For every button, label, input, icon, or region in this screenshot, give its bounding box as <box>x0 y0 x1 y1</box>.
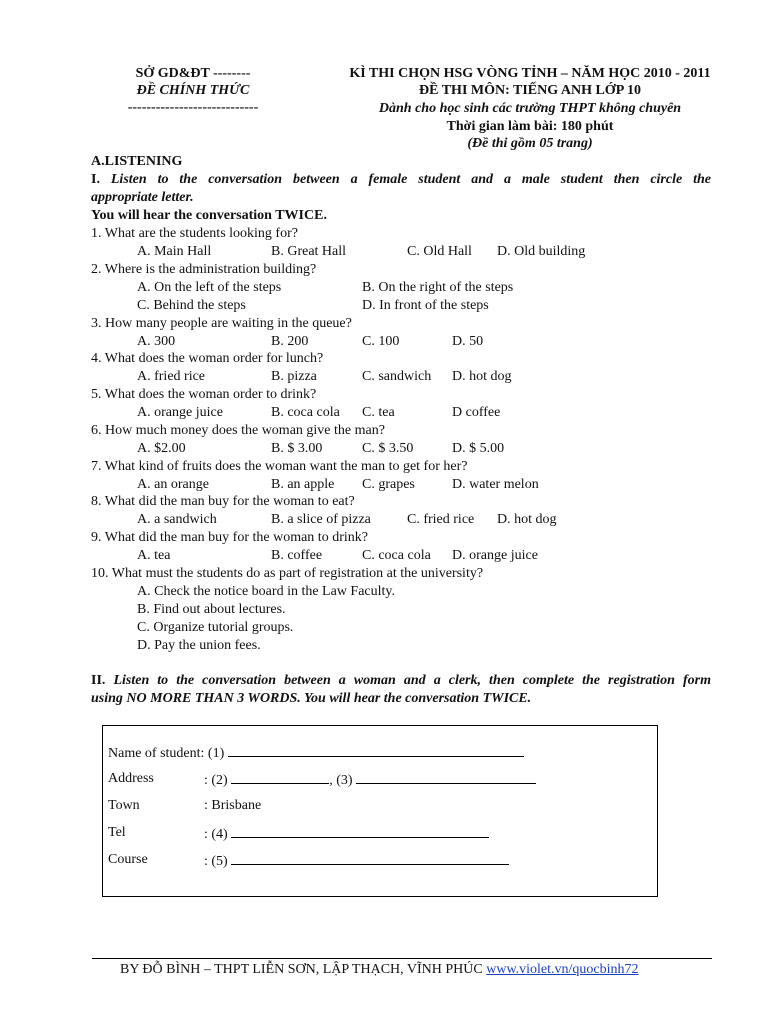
question-4: 4. What does the woman order for lunch? <box>91 351 324 366</box>
option-1c[interactable]: C. Old Hall <box>407 244 472 259</box>
option-6a[interactable]: A. $2.00 <box>137 441 186 456</box>
footer-link[interactable]: www.violet.vn/quocbinh72 <box>486 962 639 977</box>
option-2a[interactable]: A. On the left of the steps <box>137 280 282 295</box>
option-7d[interactable]: D. water melon <box>452 477 539 492</box>
question-8: 8. What did the man buy for the woman to eat? <box>91 494 355 509</box>
name-blank[interactable] <box>228 744 524 757</box>
part1-instruction: I. Listen to the conversation between a female student and a male student then circle the <box>91 172 711 187</box>
option-3d[interactable]: D. 50 <box>452 334 484 349</box>
option-9b[interactable]: B. coffee <box>271 548 323 563</box>
option-9d[interactable]: D. orange juice <box>452 548 538 563</box>
option-10a[interactable]: A. Check the notice board in the Law Faculty. <box>137 584 396 599</box>
form-row-course <box>204 852 509 870</box>
option-5b[interactable]: B. coca cola <box>271 405 340 420</box>
option-3a[interactable]: A. 300 <box>137 334 176 349</box>
official-exam-label: ĐỀ CHÍNH THỨC <box>136 83 250 98</box>
question-10: 10. What must the students do as part of registration at the university? <box>91 566 484 581</box>
option-2b[interactable]: B. On the right of the steps <box>362 280 514 295</box>
question-2: 2. Where is the administration building? <box>91 262 317 277</box>
registration-form <box>102 725 658 897</box>
address-blank-3[interactable] <box>356 771 536 784</box>
exam-title: KÌ THI CHỌN HSG VÒNG TỈNH – NĂM HỌC 2010 - 2011 <box>349 66 711 81</box>
question-1: 1. What are the students looking for? <box>91 226 298 241</box>
section-listening-title: A.LISTENING <box>91 154 183 169</box>
exam-pages: (Đề thi gồm 05 trang) <box>467 136 593 151</box>
option-4c[interactable]: C. sandwich <box>362 369 432 384</box>
course-blank[interactable] <box>231 852 509 865</box>
option-4b[interactable]: B. pizza <box>271 369 317 384</box>
question-7: 7. What kind of fruits does the woman want the man to get for her? <box>91 459 468 474</box>
option-7b[interactable]: B. an apple <box>271 477 335 492</box>
question-5: 5. What does the woman order to drink? <box>91 387 317 402</box>
question-3: 3. How many people are waiting in the queue? <box>91 316 352 331</box>
exam-subject: ĐỀ THI MÔN: TIẾNG ANH LỚP 10 <box>419 83 641 98</box>
option-9a[interactable]: A. tea <box>137 548 171 563</box>
option-10d[interactable]: D. Pay the union fees. <box>137 638 261 653</box>
part1-instruction-cont: appropriate letter. <box>91 190 194 205</box>
option-6c[interactable]: C. $ 3.50 <box>362 441 414 456</box>
form-row-address <box>204 771 536 789</box>
option-6b[interactable]: B. $ 3.00 <box>271 441 323 456</box>
address-blank-2[interactable] <box>231 771 329 784</box>
course-label: Course <box>108 852 148 867</box>
option-4a[interactable]: A. fried rice <box>137 369 206 384</box>
form-row-name <box>108 744 524 762</box>
question-6: 6. How much money does the woman give the man? <box>91 423 385 438</box>
address-field-num: : (2) <box>204 773 228 788</box>
option-1b[interactable]: B. Great Hall <box>271 244 347 259</box>
address-label: Address <box>108 771 154 786</box>
tel-label: Tel <box>108 825 126 840</box>
part1-twice-note: You will hear the conversation TWICE. <box>91 208 327 223</box>
option-3c[interactable]: C. 100 <box>362 334 400 349</box>
option-1d[interactable]: D. Old building <box>497 244 586 259</box>
part2-instruction-cont: using NO MORE THAN 3 WORDS. You will hear the conversation TWICE. <box>91 691 532 706</box>
exam-audience: Dành cho học sinh các trường THPT không chuyên <box>378 101 682 116</box>
footer-divider <box>92 958 712 959</box>
form-row-tel <box>204 825 489 843</box>
course-field-num: : (5) <box>204 854 228 869</box>
option-1a[interactable]: A. Main Hall <box>137 244 212 259</box>
option-2c[interactable]: C. Behind the steps <box>137 298 246 313</box>
option-8c[interactable]: C. fried rice <box>407 512 475 527</box>
option-8a[interactable]: A. a sandwich <box>137 512 217 527</box>
option-3b[interactable]: B. 200 <box>271 334 309 349</box>
option-5c[interactable]: C. tea <box>362 405 395 420</box>
option-5d[interactable]: D coffee <box>452 405 501 420</box>
option-9c[interactable]: C. coca cola <box>362 548 431 563</box>
footer-author: BY ĐỖ BÌNH – THPT LIỄN SƠN, LẬP THẠCH, VĨNH PHÚC <box>120 962 483 977</box>
part2-instruction: II. Listen to the conversation between a woman and a clerk, then complete the registration form <box>91 673 711 688</box>
option-7a[interactable]: A. an orange <box>137 477 209 492</box>
option-10c[interactable]: C. Organize tutorial groups. <box>137 620 294 635</box>
tel-blank[interactable] <box>231 825 489 838</box>
town-value: : Brisbane <box>204 798 262 813</box>
option-2d[interactable]: D. In front of the steps <box>362 298 489 313</box>
footer <box>120 962 639 978</box>
option-7c[interactable]: C. grapes <box>362 477 415 492</box>
town-label: Town <box>108 798 140 813</box>
option-6d[interactable]: D. $ 5.00 <box>452 441 505 456</box>
option-8b[interactable]: B. a slice of pizza <box>271 512 371 527</box>
option-8d[interactable]: D. hot dog <box>497 512 557 527</box>
option-5a[interactable]: A. orange juice <box>137 405 223 420</box>
name-label: Name of student: <box>108 746 205 761</box>
dept-name: SỞ GD&ĐT -------- <box>135 66 251 81</box>
address-field-num-3: , (3) <box>329 773 353 788</box>
name-field-num: (1) <box>207 746 225 761</box>
option-10b[interactable]: B. Find out about lectures. <box>137 602 286 617</box>
exam-duration: Thời gian làm bài: 180 phút <box>446 119 614 134</box>
option-4d[interactable]: D. hot dog <box>452 369 512 384</box>
tel-field-num: : (4) <box>204 827 228 842</box>
header-dashes: ---------------------------- <box>127 100 259 115</box>
question-9: 9. What did the man buy for the woman to drink? <box>91 530 368 545</box>
